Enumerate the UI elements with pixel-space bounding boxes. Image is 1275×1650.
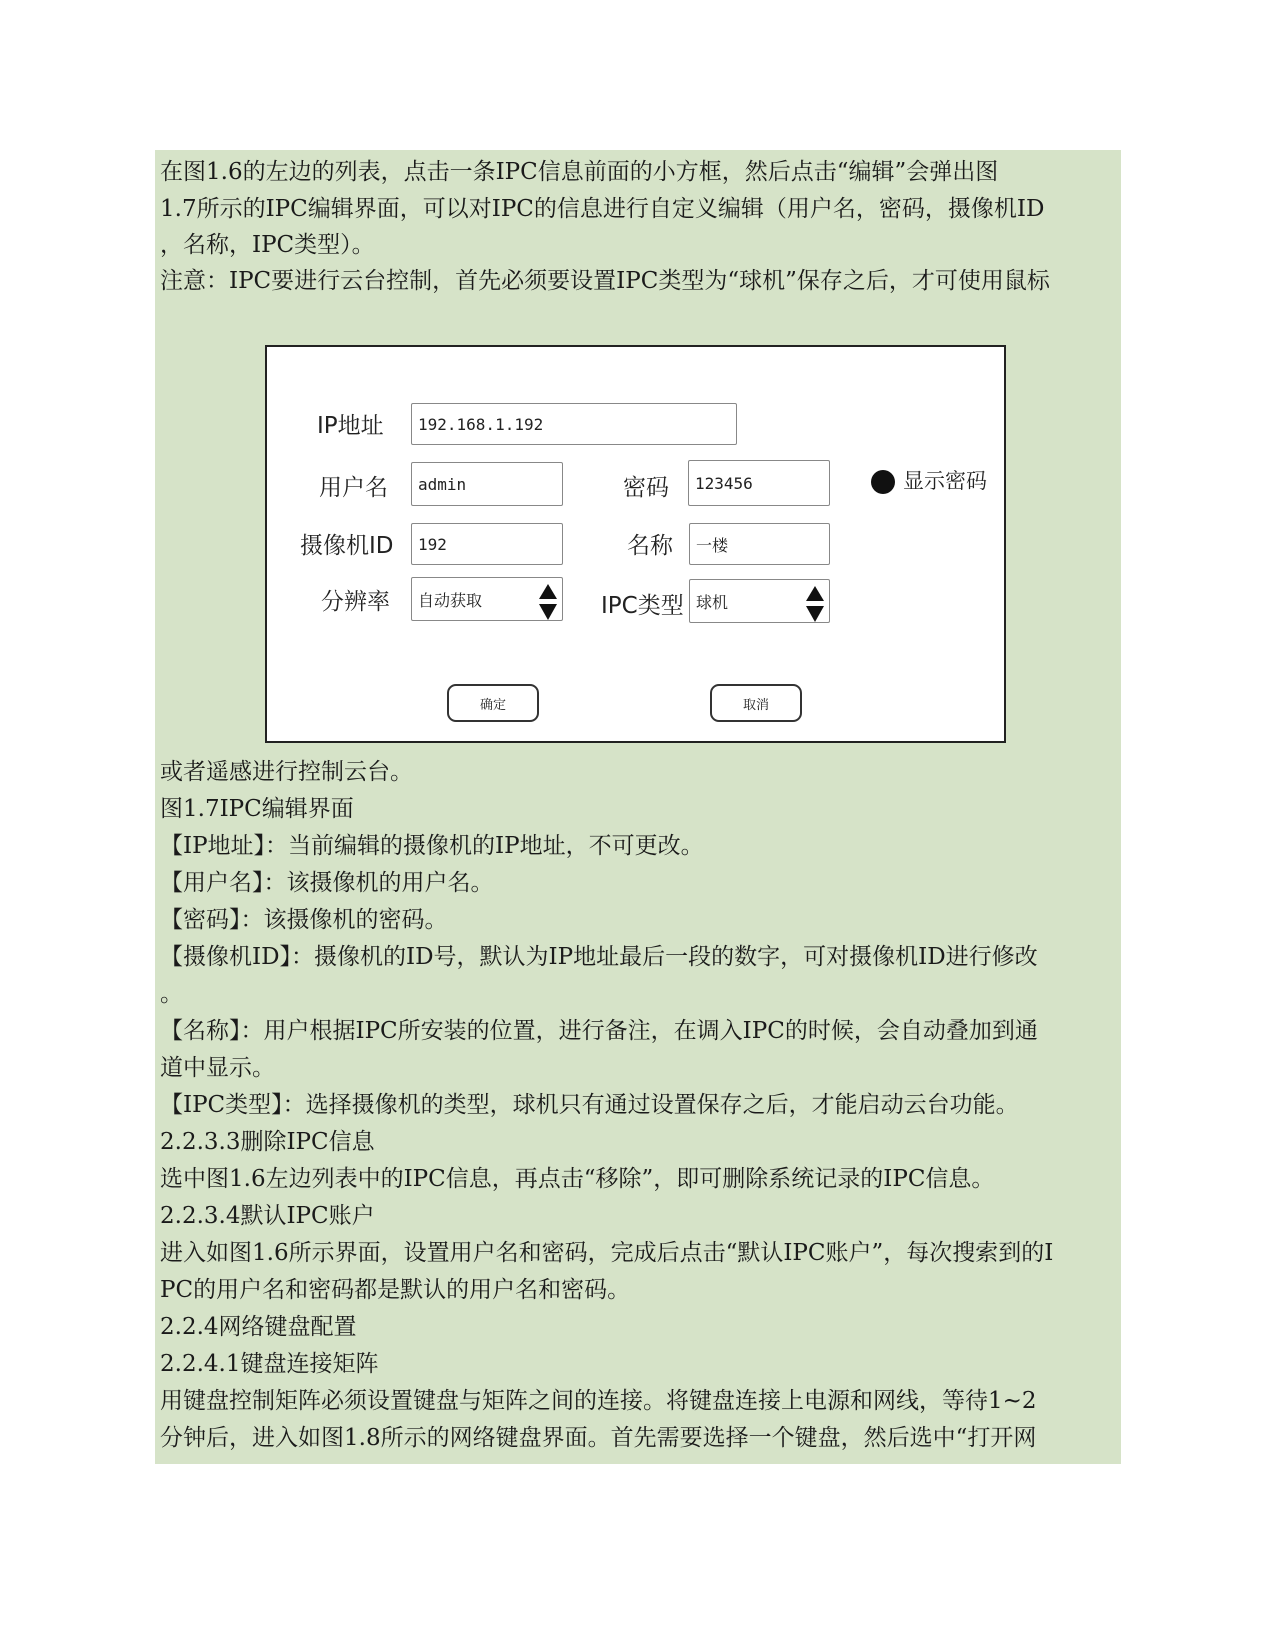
camera-id-value: 192 <box>418 534 447 554</box>
ip-label: IP地址 <box>317 413 384 439</box>
text-line: 在图1.6的左边的列表，点击一条IPC信息前面的小方框，然后点击“编辑”会弹出图 <box>160 159 999 185</box>
figure-caption: 图1.7IPC编辑界面 <box>160 796 354 822</box>
text-line: 或者遥感进行控制云台。 <box>160 759 413 785</box>
show-password-radio[interactable] <box>871 470 895 494</box>
text-line: ，名称，IPC类型）。 <box>160 232 375 258</box>
text-line: 【名称】：用户根据IPC所安装的位置，进行备注，在调入IPC的时候，会自动叠加到通 <box>160 1018 1038 1044</box>
camera-id-field[interactable] <box>411 523 563 565</box>
resolution-select[interactable] <box>411 577 563 621</box>
text-line: 【用户名】：该摄像机的用户名。 <box>160 870 494 896</box>
text-line: 。 <box>160 981 183 1007</box>
text-line: 道中显示。 <box>160 1055 275 1081</box>
section-heading: 2.2.3.3删除IPC信息 <box>160 1129 375 1155</box>
password-label: 密码 <box>623 475 669 501</box>
text-line: PC的用户名和密码都是默认的用户名和密码。 <box>160 1277 631 1303</box>
name-field[interactable] <box>689 523 830 565</box>
camera-id-label: 摄像机ID <box>300 533 394 559</box>
resolution-label: 分辨率 <box>321 589 390 615</box>
text-line: 1.7所示的IPC编辑界面，可以对IPC的信息进行自定义编辑（用户名，密码，摄像机ID <box>160 196 1045 222</box>
text-line: 【IP地址】：当前编辑的摄像机的IP地址，不可更改。 <box>160 833 704 859</box>
text-line: 用键盘控制矩阵必须设置键盘与矩阵之间的连接。将键盘连接上电源和网线，等待1~2 <box>160 1388 1037 1414</box>
spinner-arrows-icon[interactable] <box>538 582 558 622</box>
text-line: 【密码】：该摄像机的密码。 <box>160 907 448 933</box>
text-line: 【IPC类型】：选择摄像机的类型，球机只有通过设置保存之后，才能启动云台功能。 <box>160 1092 1019 1118</box>
ipc-edit-dialog-figure <box>265 345 1006 743</box>
ok-button[interactable]: 确定 <box>447 684 539 722</box>
document-block <box>155 150 1121 1464</box>
ipc-type-label: IPC类型 <box>601 593 684 619</box>
username-label: 用户名 <box>319 475 388 501</box>
text-line: 注意：IPC要进行云台控制，首先必须要设置IPC类型为“球机”保存之后，才可使用鼠标 <box>160 268 1050 294</box>
ipc-type-value: 球机 <box>696 592 729 612</box>
username-value: admin <box>418 474 467 494</box>
text-line: 进入如图1.6所示界面，设置用户名和密码，完成后点击“默认IPC账户”，每次搜索到的I <box>160 1240 1054 1266</box>
username-field[interactable] <box>411 462 563 506</box>
spinner-arrows-icon[interactable] <box>805 584 825 624</box>
text-line: 【摄像机ID】：摄像机的ID号，默认为IP地址最后一段的数字，可对摄像机ID进行修改 <box>160 944 1038 970</box>
section-heading: 2.2.4网络键盘配置 <box>160 1314 357 1340</box>
name-label: 名称 <box>627 533 673 559</box>
password-field[interactable] <box>688 460 830 506</box>
text-line: 分钟后，进入如图1.8所示的网络键盘界面。首先需要选择一个键盘，然后选中“打开网 <box>160 1425 1037 1451</box>
resolution-value: 自动获取 <box>418 590 483 610</box>
name-value: 一楼 <box>696 535 729 555</box>
section-heading: 2.2.3.4默认IPC账户 <box>160 1203 375 1229</box>
section-heading: 2.2.4.1键盘连接矩阵 <box>160 1351 379 1377</box>
text-line: 选中图1.6左边列表中的IPC信息，再点击“移除”，即可删除系统记录的IPC信息。 <box>160 1166 995 1192</box>
ip-address-field <box>411 403 737 445</box>
show-password-label: 显示密码 <box>903 469 987 493</box>
cancel-button[interactable]: 取消 <box>710 684 802 722</box>
ipc-type-select[interactable] <box>689 579 830 623</box>
password-value: 123456 <box>695 473 753 493</box>
ip-address-value: 192.168.1.192 <box>418 414 544 434</box>
